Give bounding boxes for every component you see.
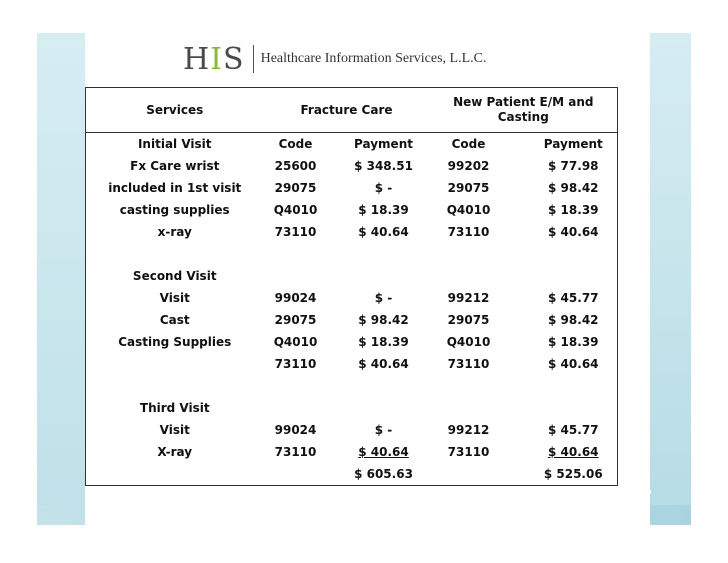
new-patient-payment-cell: [508, 243, 618, 265]
new-patient-code-cell: [430, 243, 508, 265]
table-row: [86, 287, 618, 309]
header-fracture-care: Fracture Care: [264, 88, 430, 133]
service-cell: [86, 353, 264, 375]
table-row: [86, 309, 618, 331]
logo-divider: [253, 45, 254, 73]
new-patient-payment-cell: $ 40.64: [548, 445, 599, 459]
fracture-code-cell: 29075: [274, 181, 317, 195]
fracture-code-cell: 73110: [274, 357, 317, 371]
new-patient-payment-cell: $ 40.64: [548, 225, 599, 239]
fracture-payment-cell: Payment: [354, 137, 413, 151]
left-border-strip: [37, 33, 85, 525]
new-patient-payment-cell: $ 98.42: [548, 181, 599, 195]
fracture-code-cell: 73110: [274, 445, 317, 459]
service-cell: Second Visit: [132, 269, 217, 283]
fracture-payment-cell: $ 98.42: [358, 313, 409, 327]
new-patient-code-cell: [430, 265, 508, 287]
new-patient-code-cell: Q4010: [446, 335, 491, 349]
service-cell: Initial Visit: [137, 137, 212, 151]
table-row: [86, 243, 618, 265]
service-cell: included in 1st visit: [108, 181, 242, 195]
service-cell: x-ray: [157, 225, 192, 239]
new-patient-payment-cell: $ 18.39: [548, 203, 599, 217]
fracture-code-cell: 99024: [274, 423, 317, 437]
new-patient-payment-cell: $ 45.77: [548, 423, 599, 437]
header-new-patient: [430, 88, 618, 133]
new-patient-code-cell: 29075: [447, 313, 490, 327]
table-row: [86, 265, 618, 287]
new-patient-code-cell: Code: [451, 137, 486, 151]
new-patient-code-cell: 99212: [447, 423, 490, 437]
new-patient-total-cell: $ 525.06: [543, 467, 603, 481]
fracture-payment-cell: [328, 397, 430, 419]
new-patient-code-cell: [430, 375, 508, 397]
service-cell: [86, 243, 264, 265]
new-patient-payment-cell: $ 98.42: [548, 313, 599, 327]
fracture-payment-cell: [328, 375, 430, 397]
new-patient-code-cell: 73110: [447, 445, 490, 459]
table-row: [86, 221, 618, 243]
fracture-code-cell: [264, 243, 328, 265]
new-patient-code-cell: 73110: [447, 357, 490, 371]
fracture-total-cell: $ 605.63: [354, 467, 413, 481]
table-row: [86, 331, 618, 353]
fracture-code-cell: 99024: [274, 291, 317, 305]
totals-row: [86, 463, 618, 486]
new-patient-code-cell: 29075: [447, 181, 490, 195]
fracture-payment-cell: [328, 265, 430, 287]
table-row: [86, 133, 618, 156]
header-new-patient-line1: New Patient E/M and: [453, 95, 594, 109]
fracture-payment-cell: $ 40.64: [358, 357, 409, 371]
fracture-code-cell: 29075: [274, 313, 317, 327]
service-cell: Visit: [159, 423, 190, 437]
new-patient-payment-cell: [508, 375, 618, 397]
new-patient-code-cell: 99212: [447, 291, 490, 305]
logo-letter-i: I: [210, 41, 224, 77]
service-cell: [86, 375, 264, 397]
fee-comparison-table: [85, 87, 618, 486]
logo-letter-s: S: [223, 41, 245, 77]
new-patient-payment-cell: Payment: [543, 137, 603, 151]
fracture-payment-cell: $ 348.51: [354, 159, 413, 173]
totals-empty: [86, 463, 264, 486]
new-patient-code-cell: [430, 397, 508, 419]
fracture-code-cell: [264, 265, 328, 287]
header-services: Services: [86, 88, 264, 133]
new-patient-payment-cell: $ 77.98: [548, 159, 599, 173]
new-patient-payment-cell: $ 18.39: [548, 335, 599, 349]
fracture-code-cell: [264, 397, 328, 419]
fracture-payment-cell: [328, 243, 430, 265]
new-patient-code-cell: 73110: [447, 225, 490, 239]
fracture-payment-cell: $ -: [374, 291, 393, 305]
service-cell: Cast: [159, 313, 190, 327]
new-patient-payment-cell: [508, 265, 618, 287]
logo-mark: [183, 42, 245, 77]
fracture-code-cell: [264, 375, 328, 397]
service-cell: Fx Care wrist: [130, 159, 220, 173]
fracture-payment-cell: $ 18.39: [358, 203, 409, 217]
service-cell: casting supplies: [119, 203, 230, 217]
new-patient-payment-cell: $ 40.64: [548, 357, 599, 371]
table-header-row: [86, 88, 618, 133]
table-row: [86, 375, 618, 397]
totals-empty: [430, 463, 508, 486]
company-logo: [183, 42, 486, 76]
table-row: [86, 177, 618, 199]
fracture-code-cell: 73110: [274, 225, 317, 239]
new-patient-code-cell: Q4010: [446, 203, 491, 217]
service-cell: X-ray: [157, 445, 193, 459]
new-patient-code-cell: 99202: [447, 159, 490, 173]
fracture-payment-cell: $ -: [374, 181, 393, 195]
fracture-code-cell: Q4010: [273, 335, 318, 349]
new-patient-payment-cell: $ 45.77: [548, 291, 599, 305]
table-row: [86, 419, 618, 441]
page-number: 37: [614, 485, 655, 520]
logo-company-name: Healthcare Information Services, L.L.C.: [260, 51, 487, 66]
totals-empty: [264, 463, 328, 486]
new-patient-payment-cell: [508, 397, 618, 419]
right-border-strip: [650, 33, 691, 525]
table-row: [86, 199, 618, 221]
table-row: [86, 155, 618, 177]
service-cell: Casting Supplies: [118, 335, 232, 349]
fracture-payment-cell: $ 18.39: [358, 335, 409, 349]
fracture-payment-cell: $ 40.64: [358, 445, 409, 459]
fracture-code-cell: Q4010: [273, 203, 318, 217]
logo-letter-h: H: [183, 41, 211, 77]
service-cell: Third Visit: [139, 401, 210, 415]
fracture-code-cell: 25600: [274, 159, 317, 173]
fracture-code-cell: Code: [278, 137, 313, 151]
table-row: [86, 353, 618, 375]
table-row: [86, 397, 618, 419]
header-new-patient-line2: Casting: [497, 110, 549, 124]
service-cell: Visit: [159, 291, 190, 305]
fracture-payment-cell: $ -: [374, 423, 393, 437]
table-row: [86, 441, 618, 463]
fracture-payment-cell: $ 40.64: [358, 225, 409, 239]
